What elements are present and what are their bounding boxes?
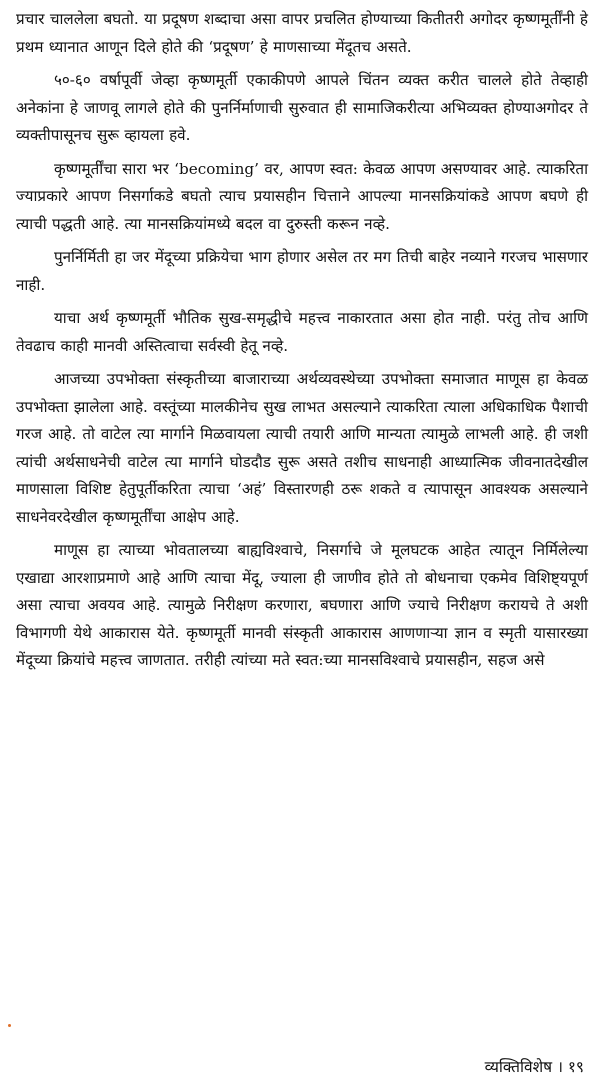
paragraph-6: आजच्या उपभोक्ता संस्कृतीच्या बाजाराच्या अर्थव्यवस्थेच्या उपभोक्ता समाजात माणूस हा केवळ उपभोक्ता झालेला आहे. वस्तूंच्या मालकीनेच सुख लाभत असल्याने त्याकरिता त्याला अधिकाधिक पैशाची गरज आहे. तो वाटेल त्या मार्गाने मिळवायला त्याची तयारी आणि मान्यता त्यामुळे लाभली आहे. ही जशी त्यांची अर्थसाधनेची वाटेल त्या मार्गाने घोडदौड सुरू असते तशीच साधनाही आध्यात्मिक जीवनातदेखील माणसाला विशिष्ट हेतुपूर्तीकरिता त्याचा ‘अहं’ विस्तारणही ठरू शकते व त्यापासून आवश्यक असल्याने साधनेवरदेखील कृष्णमूर्तींचा आक्षेप आहे.: [16, 370, 588, 526]
paragraph-5: याचा अर्थ कृष्णमूर्ती भौतिक सुख-समृद्धीचे महत्त्व नाकारतात असा होत नाही. परंतु तोच आणि तेवढाच काही मानवी अस्तित्वाचा सर्वस्वी हेतू नव्हे.: [16, 309, 588, 355]
paragraph-4: पुनर्निर्मिती हा जर मेंदूच्या प्रक्रियेचा भाग होणार असेल तर मग तिची बाहेर नव्याने गरजच भासणार नाही.: [16, 248, 588, 294]
running-footer: व्यक्तिविशेष । १९: [484, 1058, 584, 1076]
paragraph-7: माणूस हा त्याच्या भोवतालच्या बाह्यविश्वाचे, निसर्गाचे जे मूलघटक आहेत त्यातून निर्मिलेल्या एखाद्या आरशाप्रमाणे आहे आणि त्याचा मेंदू, ज्याला ही जाणीव होते तो बोधनाचा एकमेव विशिष्ट्यपूर्ण असा त्याचा अवयव आहे. त्यामुळे निरीक्षण करणारा, बघणारा आणि ज्याचे निरीक्षण करायचे ते अशी विभागणी येथे आकारास येते. कृष्णमूर्ती मानवी संस्कृती आकारास आणणाऱ्या ज्ञान व स्मृती यासारख्या मेंदूच्या क्रियांचे महत्त्व जाणतात. तरीही त्यांच्या मते स्वत:च्या मानसविश्वाचे प्रयासहीन, सहज असे: [16, 541, 588, 669]
paragraph-2: ५०-६० वर्षापूर्वी जेव्हा कृष्णमूर्ती एकाकीपणे आपले चिंतन व्यक्त करीत चालले होते तेव्हाही अनेकांना हे जाणवू लागले होते की पुनर्निर्माणाची सुरुवात ही सामाजिकरीत्या अभिव्यक्त होण्याअगोदर ते व्यक्तीपासूनच सुरू व्हायला हवे.: [16, 71, 588, 144]
paragraph-3: कृष्णमूर्तींचा सारा भर ‘becoming’ वर, आपण स्वत: केवळ आपण असण्यावर आहे. त्याकरिता ज्याप्रकारे आपण निसर्गाकडे बघतो त्याच प्रयासहीन चित्ताने आपल्या मानसक्रियांकडे आपण बघणे ही त्याची पद्धती आहे. त्या मानसक्रियांमध्ये बदल वा दुरुस्ती करून नव्हे.: [16, 159, 588, 233]
margin-speck: [8, 1024, 11, 1027]
book-page: [16, 6, 588, 1046]
paragraph-continuation: प्रचार चाललेला बघतो. या प्रदूषण शब्दाचा असा वापर प्रचलित होण्याच्या कितीतरी अगोदर कृष्णमूर्तींनी हे प्रथम ध्यानात आणून दिले होते की ‘प्रदूषण’ हे माणसाच्या मेंदूतच असते.: [16, 10, 588, 56]
